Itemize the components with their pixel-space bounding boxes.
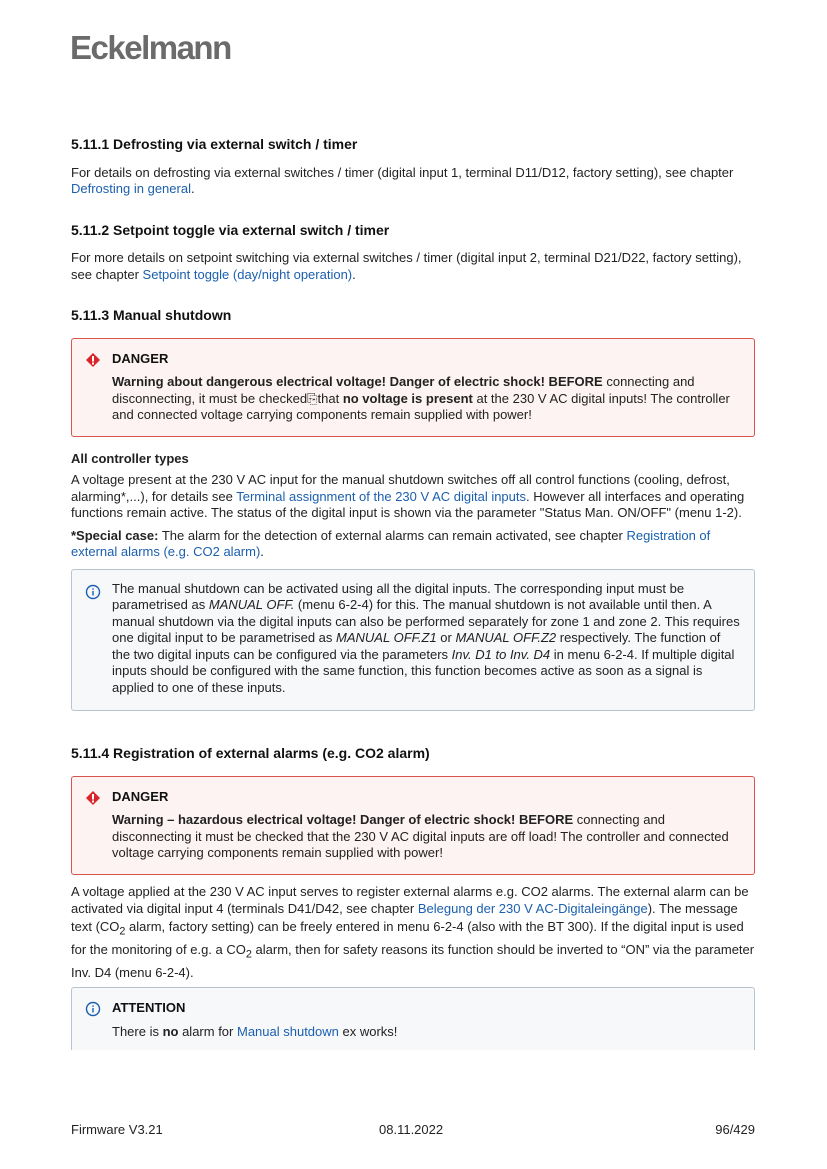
info-icon [85, 1001, 101, 1017]
danger-title: DANGER [112, 788, 169, 804]
text-run: connecting and disconnecting, it must be checked⎘that [112, 374, 695, 406]
cross-reference-link[interactable]: Terminal assignment of the 230 V AC digital inputs [236, 488, 527, 504]
danger-box [71, 338, 755, 437]
text-run: alarm for [178, 1023, 237, 1039]
text-run: There is [112, 1023, 163, 1039]
text-run: alarm, factory setting) can be freely entered in menu 6-2-4 (also with the BT 300). If the digital input is used for the monitoring of e.g. a CO [71, 918, 744, 957]
paragraph [71, 883, 755, 982]
text-run: The alarm for the detection of external alarms can remain activated, see chapter [158, 527, 627, 543]
text-run: . [190, 181, 195, 196]
section-heading: 5.11.1 Defrosting via external switch / timer [71, 136, 358, 152]
text-run: 2 [119, 925, 126, 938]
attention-title: ATTENTION [112, 1000, 186, 1016]
cross-reference-link[interactable]: Registration of external alarms (e.g. CO2 alarm) [71, 527, 711, 559]
danger-icon [85, 352, 101, 368]
text-run: MANUAL OFF.Z2 [455, 630, 557, 645]
eckelmann-logo: Eckelmann [70, 29, 231, 66]
text-run: at the 230 V AC digital inputs! The controller and connected voltage carrying components remain supplied with power! [112, 390, 730, 422]
text-run: connecting and disconnecting it must be checked that the 230 V AC digital inputs are off load! The controller and connected voltage carrying components remain supplied with power! [112, 812, 729, 860]
danger-text [112, 812, 740, 862]
paragraph [71, 528, 755, 561]
text-run: The manual shutdown can be activated using all the digital inputs. The corresponding input must be parametrised as [112, 580, 685, 612]
section-heading: 5.11.2 Setpoint toggle via external switch / timer [71, 221, 390, 238]
cross-reference-link[interactable]: Belegung der 230 V AC-Digitaleingänge [417, 901, 648, 916]
text-run: no voltage is present [342, 390, 473, 406]
document-date: 08.11.2022 [379, 1122, 444, 1137]
text-run: Inv. D1 to Inv. D4 [451, 646, 551, 662]
document-body [71, 136, 755, 1050]
text-run: . [352, 266, 356, 282]
text-run: A voltage applied at the 230 V AC input serves to register external alarms e.g. CO2 alarms. The external alarm can be activated via digital input 4 (terminals D41/D42, see chapter [71, 883, 749, 916]
attention-box [71, 987, 755, 1050]
text-run: 2 [245, 948, 252, 961]
danger-icon [85, 790, 101, 806]
cross-reference-link[interactable]: Defrosting in general [71, 181, 191, 196]
text-run: in menu 6-2-4. If multiple digital inputs should be configured with the same function, this function becomes active as soon as a signal is applied to one of these inputs. [112, 646, 735, 695]
cross-reference-link[interactable]: Manual shutdown [236, 1023, 339, 1039]
text-run: A voltage present at the 230 V AC input for the manual shutdown switches off all control functions (cooling, defrost, alarming*,...), for details see [71, 472, 730, 504]
paragraph [71, 250, 755, 283]
text-run: . [260, 544, 264, 559]
info-text [112, 581, 740, 697]
text-run: Warning about dangerous electrical voltage! Danger of electric shock! BEFORE [112, 374, 603, 389]
danger-box [71, 776, 755, 875]
paragraph [71, 165, 755, 198]
attention-text [112, 1024, 740, 1041]
text-run: no [162, 1023, 179, 1039]
text-run: respectively. The function of the two digital inputs can be configured via the parameters [112, 630, 721, 662]
firmware-version: Firmware V3.21 [71, 1122, 163, 1137]
danger-text [112, 374, 740, 424]
paragraph [71, 472, 755, 522]
subheading: All controller types [71, 450, 189, 466]
section-heading: 5.11.3 Manual shutdown [71, 307, 232, 323]
text-run: . However all interfaces and operating functions remain active. The status of the digital input is shown via the parameter "Status Man. ON/OFF" (menu 1-2). [71, 488, 745, 520]
text-run: MANUAL OFF.Z1 [336, 630, 437, 645]
text-run: For more details on setpoint switching via external switches / timer (digital input 2, terminal D21/D22, factory setting), see chapter [71, 250, 742, 282]
section-heading: 5.11.4 Registration of external alarms (e.g. CO2 alarm) [71, 745, 430, 761]
text-run: MANUAL OFF. [208, 597, 295, 612]
text-run: or [436, 630, 456, 645]
text-run: *Special case: [71, 527, 159, 543]
danger-title: DANGER [112, 350, 169, 366]
cross-reference-link[interactable]: Setpoint toggle (day/night operation) [142, 266, 353, 282]
text-run: Warning – hazardous electrical voltage! Danger of electric shock! BEFORE [112, 812, 574, 827]
text-run: ). The message text (CO [71, 901, 738, 934]
page-number: 96/429 [715, 1122, 755, 1137]
text-run: (menu 6-2-4) for this. The manual shutdown is not available until then. A manual shutdown via the digital inputs can also be performed separately for zone 1 and zone 2. This requires one digital input to be parametrised as [112, 597, 740, 645]
text-run: ex works! [338, 1023, 398, 1039]
text-run: alarm, then for safety reasons its function should be inverted to “ON” via the parameter Inv. D4 (menu 6-2-4). [71, 941, 755, 980]
info-box [71, 569, 755, 712]
info-icon [85, 584, 101, 600]
text-run: For details on defrosting via external switches / timer (digital input 1, terminal D11/D12, factory setting), see chapter [71, 164, 734, 180]
